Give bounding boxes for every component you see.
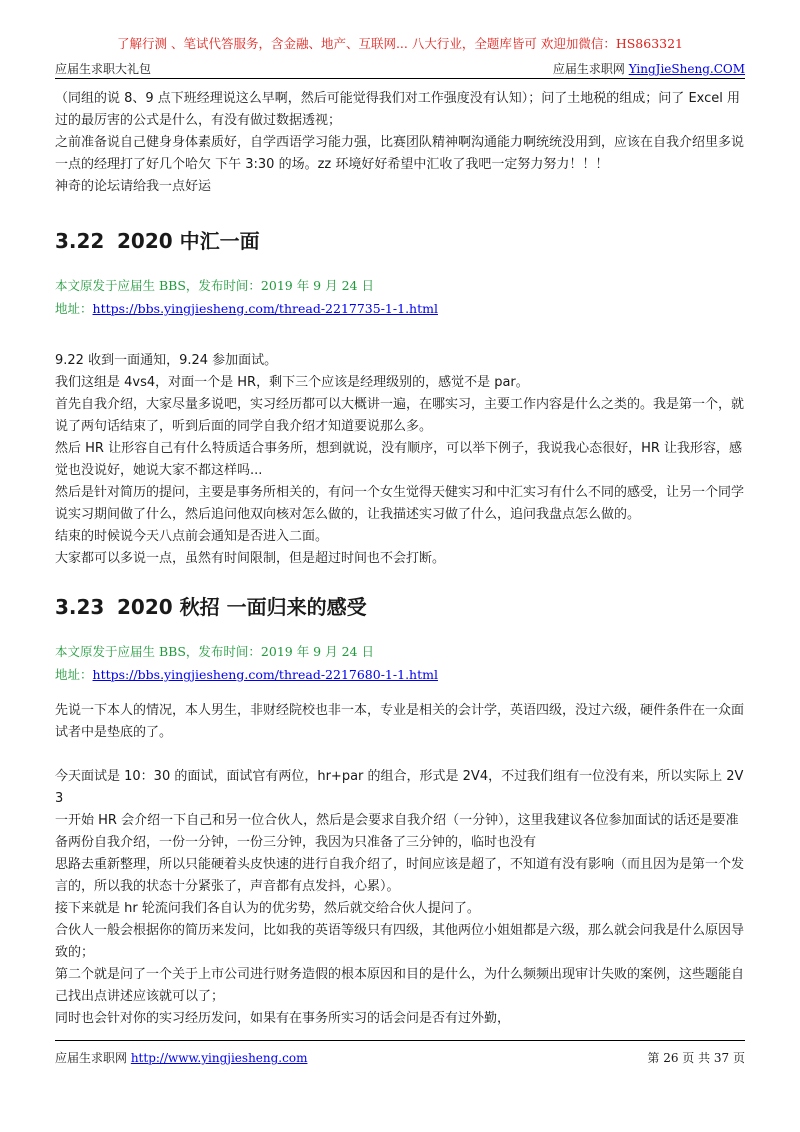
page-footer xyxy=(55,1040,745,1067)
thread-link[interactable]: https://bbs.yingjiesheng.com/thread-2217735-1-1.html xyxy=(92,301,438,316)
post-source: 本文原发于应届生 BBS，发布时间：2019 年 9 月 24 日 xyxy=(55,278,374,293)
paragraph: 合伙人一般会根据你的简历来发问，比如我的英语等级只有四级，其他两位小姐姐都是六级，那么就会问我是什么原因导致的； xyxy=(55,923,745,960)
paragraph: 一开始 HR 会介绍一下自己和另一位合伙人，然后是会要求自我介绍（一分钟），这里我建议各位参加面试的话还是要准备两份自我介绍，一份一分钟，一份三分钟，我因为只准备了三分钟的，临时也没有 xyxy=(55,813,739,850)
page-header xyxy=(55,60,745,79)
paragraph: 今天面试是 10：30 的面试，面试官有两位，hr+par 的组合，形式是 2V4，不过我们组有一位没有来，所以实际上 2V3 xyxy=(55,769,744,806)
page-number: 第 26 页 共 37 页 xyxy=(647,1051,745,1065)
paragraph: 大家都可以多说一点，虽然有时间限制，但是超过时间也不会打断。 xyxy=(55,551,446,566)
paragraph: 同时也会针对你的实习经历发问，如果有在事务所实习的话会问是否有过外勤， xyxy=(55,1011,511,1026)
section-3-22 xyxy=(55,222,745,570)
intro-block xyxy=(55,88,745,198)
post-source: 本文原发于应届生 BBS，发布时间：2019 年 9 月 24 日 xyxy=(55,644,374,659)
paragraph: 9.22 收到一面通知，9.24 参加面试。 xyxy=(55,353,278,368)
paragraph: 然后 HR 让形容自己有什么特质适合事务所，想到就说，没有顺序，可以举下例子，我说我心态很好，HR 让我形容，感觉也没说好，她说大家不都这样吗... xyxy=(55,441,743,478)
paragraph: 神奇的论坛请给我一点好运 xyxy=(55,179,212,194)
section-heading xyxy=(55,222,745,260)
paragraph: 我们这组是 4vs4，对面一个是 HR，剩下三个应该是经理级别的，感觉不是 par。 xyxy=(55,375,529,390)
header-title: 应届生求职大礼包 xyxy=(55,62,152,76)
section-heading xyxy=(55,588,745,626)
post-address: 地址：https://bbs.yingjiesheng.com/thread-2217680-1-1.html xyxy=(55,667,438,682)
section-number: 3.23 xyxy=(55,595,105,619)
post-address: 地址：https://bbs.yingjiesheng.com/thread-2217735-1-1.html xyxy=(55,301,438,316)
section-number: 3.22 xyxy=(55,229,105,253)
footer-site-link[interactable]: http://www.yingjiesheng.com xyxy=(130,1051,308,1065)
thread-link[interactable]: https://bbs.yingjiesheng.com/thread-2217680-1-1.html xyxy=(92,667,438,682)
paragraph: （同组的说 8、9 点下班经理说这么早啊，然后可能觉得我们对工作强度没有认知）；问了土地税的组成；问了 Excel 用过的最厉害的公式是什么，有没有做过数据透视； xyxy=(55,91,741,128)
paragraph: 之前准备说自己健身身体素质好，自学西语学习能力强，比赛团队精神啊沟通能力啊统统没用到，应该在自我介绍里多说一点的经理打了好几个哈欠 下午 3:30 的场。zz 环境好好希望中汇收了我吧一定努力努力！！！ xyxy=(55,135,745,172)
paragraph: 接下来就是 hr 轮流问我们各自认为的优劣势，然后就交给合伙人提问了。 xyxy=(55,901,480,916)
paragraph: 先说一下本人的情况，本人男生，非财经院校也非一本，专业是相关的会计学，英语四级，没过六级，硬件条件在一众面试者中是垫底的了。 xyxy=(55,703,745,740)
paragraph: 结束的时候说今天八点前会通知是否进入二面。 xyxy=(55,529,329,544)
paragraph: 第二个就是问了一个关于上市公司进行财务造假的根本原因和目的是什么，为什么频频出现审计失败的案例，这些题能自己找出点讲述应该就可以了； xyxy=(55,967,745,1004)
promo-banner: 了解行测 、笔试代答服务，含金融、地产、互联网... 八大行业，全题库皆可 欢迎加微信：HS863321 xyxy=(116,36,684,51)
section-3-23 xyxy=(55,588,745,1030)
blank-line xyxy=(55,744,745,766)
header-site-link[interactable]: YingJieSheng.COM xyxy=(628,62,745,76)
paragraph: 首先自我介绍，大家尽量多说吧，实习经历都可以大概讲一遍，在哪实习，主要工作内容是什么之类的。我是第一个，就说了两句话结束了，听到后面的同学自我介绍才知道要说那么多。 xyxy=(55,397,745,434)
section-title: 2020 中汇一面 xyxy=(117,229,260,253)
section-title: 2020 秋招 一面归来的感受 xyxy=(117,595,367,619)
header-site: 应届生求职网 YingJieSheng.COM xyxy=(552,62,745,76)
paragraph: 思路去重新整理，所以只能硬着头皮快速的进行自我介绍了，时间应该是超了，不知道有没有影响（而且因为是第一个发言的，所以我的状态十分紧张了，声音都有点发抖，心累）。 xyxy=(55,857,745,894)
footer-site: 应届生求职网 http://www.yingjiesheng.com xyxy=(55,1051,308,1065)
page-content xyxy=(55,88,745,1030)
paragraph: 然后是针对简历的提问，主要是事务所相关的，有问一个女生觉得天健实习和中汇实习有什么不同的感受，让另一个同学说实习期间做了什么，然后追问他双向核对怎么做的，让我描述实习做了什么，追问我盘点怎么做的。 xyxy=(55,485,745,522)
